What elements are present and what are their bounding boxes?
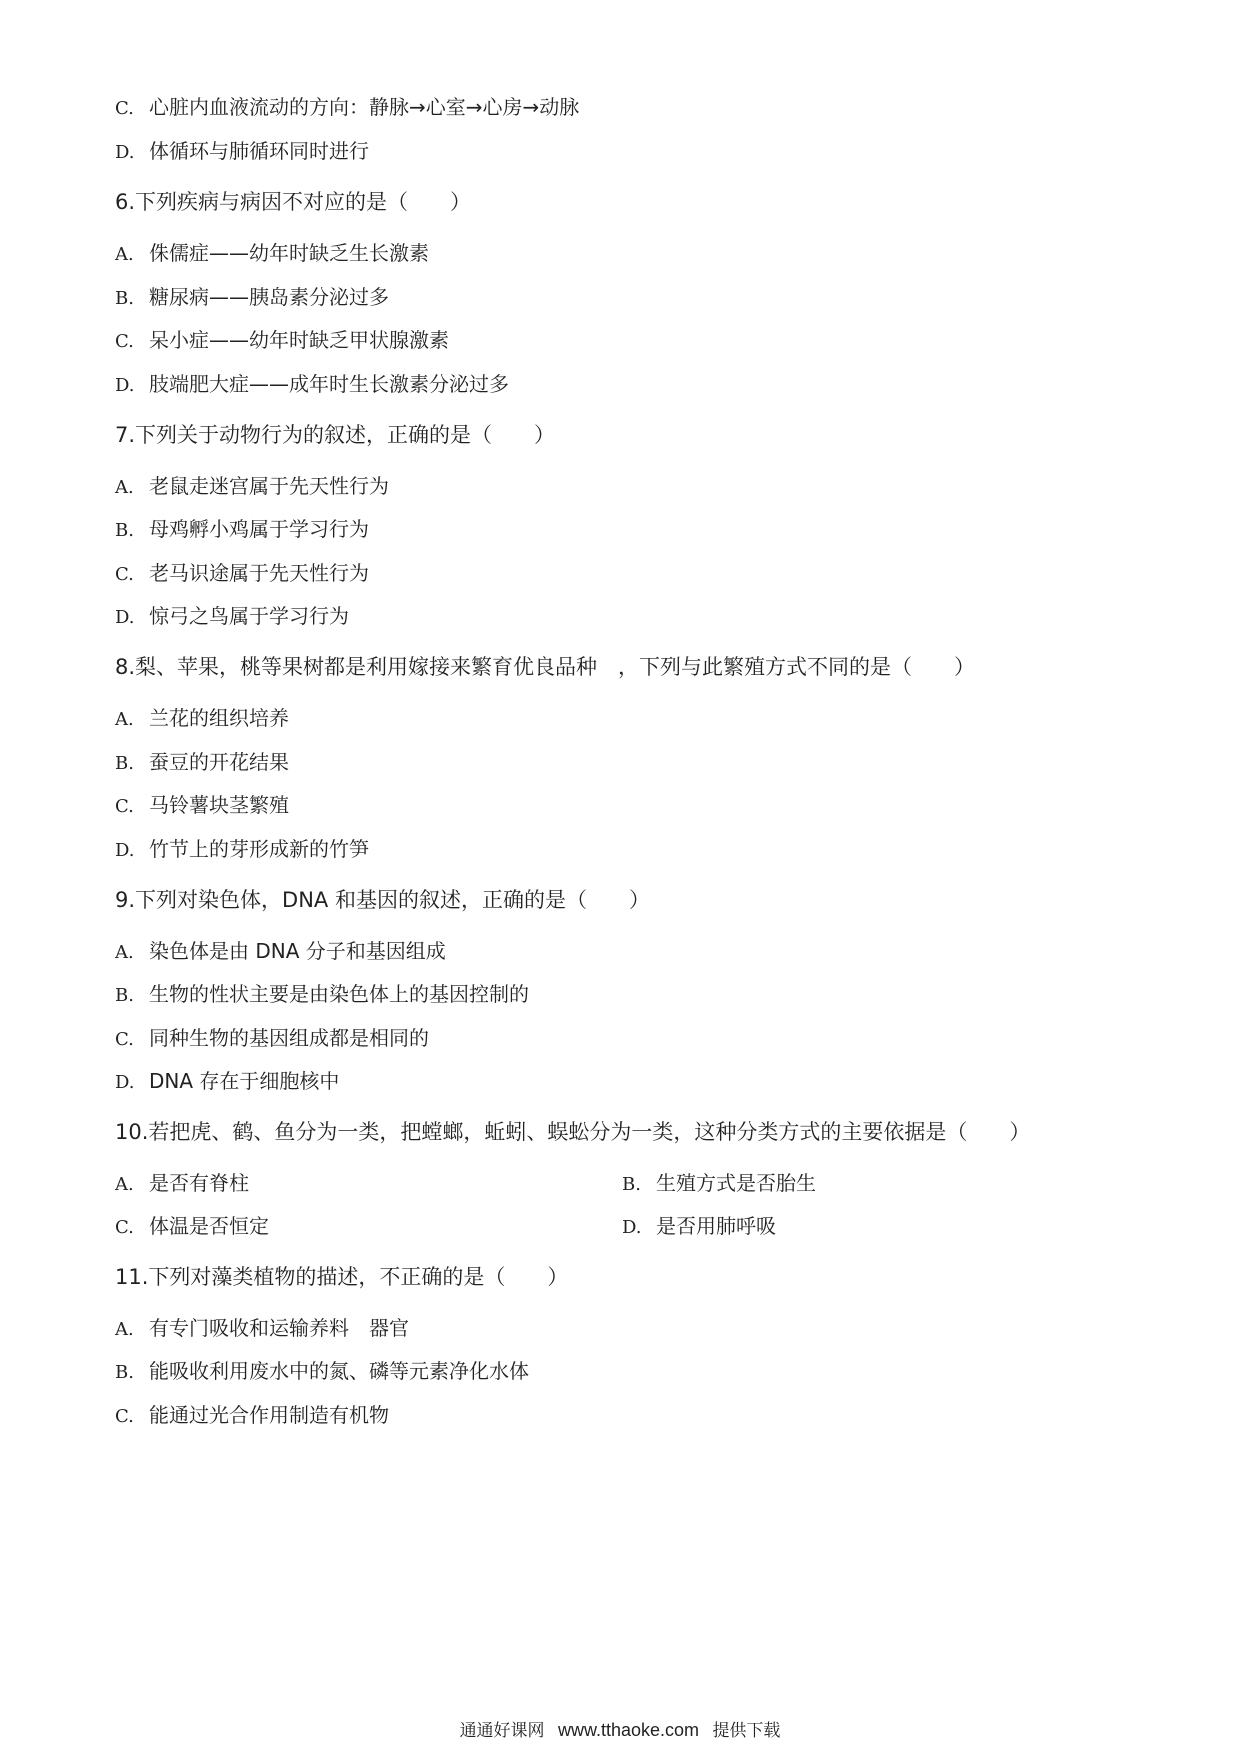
option-a: A. 老鼠走迷宫属于先天性行为 (115, 474, 389, 498)
option-d: D. 竹节上的芽形成新的竹笋 (115, 837, 369, 861)
option-c: C. 心脏内血液流动的方向：静脉→心室→心房→动脉 (115, 95, 580, 119)
option-a: A. 有专门吸收和运输养料 器官 (115, 1316, 409, 1340)
question-8: 8.梨、苹果，桃等果树都是利用嫁接来繁育优良品种 ，下列与此繁殖方式不同的是（ ） (115, 655, 976, 679)
option-b: B. 蚕豆的开花结果 (115, 750, 289, 774)
option-a: A. 兰花的组织培养 (115, 706, 289, 730)
option-a: A. 侏儒症——幼年时缺乏生长激素 (115, 241, 429, 265)
question-9: 9.下列对染色体，DNA 和基因的叙述，正确的是（ ） (115, 888, 650, 912)
question-11: 11.下列对藻类植物的描述，不正确的是（ ） (115, 1265, 569, 1289)
option-c: C. 能通过光合作用制造有机物 (115, 1403, 389, 1427)
option-b: B. 母鸡孵小鸡属于学习行为 (115, 517, 369, 541)
option-a: A. 染色体是由 DNA 分子和基因组成 (115, 939, 446, 963)
option-b: B. 能吸收利用废水中的氮、磷等元素净化水体 (115, 1359, 529, 1383)
option-d: D. 肢端肥大症——成年时生长激素分泌过多 (115, 372, 509, 396)
option-a: A. 是否有脊柱 (115, 1171, 249, 1195)
option-b: B. 糖尿病——胰岛素分泌过多 (115, 285, 389, 309)
option-d: D. 惊弓之鸟属于学习行为 (115, 604, 349, 628)
option-c: C. 呆小症——幼年时缺乏甲状腺激素 (115, 328, 449, 352)
option-c: C. 体温是否恒定 (115, 1214, 269, 1238)
page-footer (0, 1716, 1240, 1741)
footer-url-link[interactable]: www.tthaoke.com (557, 1720, 700, 1740)
option-d: D. DNA 存在于细胞核中 (115, 1069, 340, 1093)
footer-suffix: 提供下载 (712, 1721, 781, 1741)
option-d: D. 是否用肺呼吸 (622, 1214, 776, 1238)
option-d: D. 体循环与肺循环同时进行 (115, 139, 369, 163)
option-c: C. 马铃薯块茎繁殖 (115, 793, 289, 817)
question-6: 6.下列疾病与病因不对应的是（ ） (115, 190, 472, 214)
option-c: C. 老马识途属于先天性行为 (115, 561, 369, 585)
footer-site-name: 通通好课网 (459, 1721, 545, 1741)
question-7: 7.下列关于动物行为的叙述，正确的是（ ） (115, 423, 556, 447)
question-10: 10.若把虎、鹤、鱼分为一类，把螳螂，蚯蚓、蜈蚣分为一类，这种分类方式的主要依据是（ ） (115, 1120, 1031, 1144)
option-b: B. 生殖方式是否胎生 (622, 1171, 816, 1195)
option-c: C. 同种生物的基因组成都是相同的 (115, 1026, 429, 1050)
option-b: B. 生物的性状主要是由染色体上的基因控制的 (115, 982, 529, 1006)
